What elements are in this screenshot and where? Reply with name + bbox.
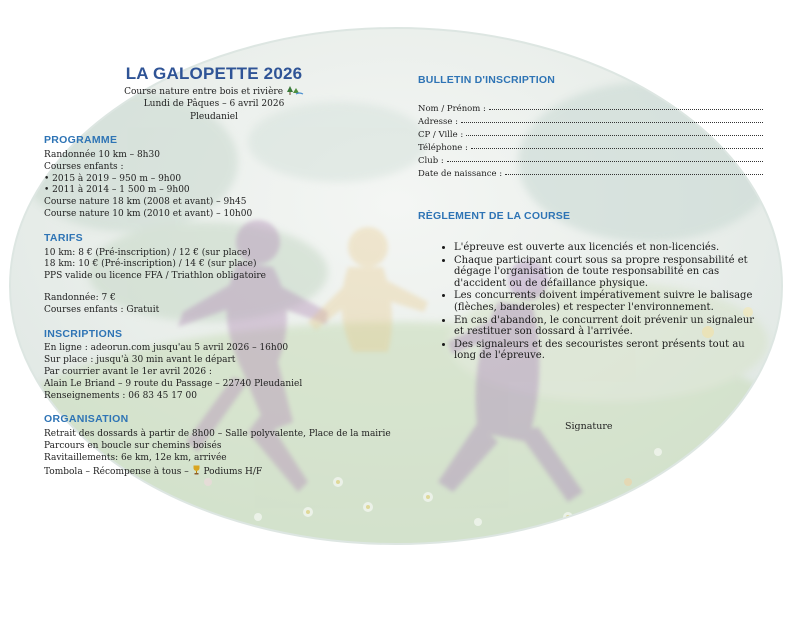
tarif-line: 18 km: 10 € (Pré-inscription) / 14 € (sur place): [44, 259, 257, 270]
programme-line: Course nature 18 km (2008 et avant) – 9h45: [44, 197, 247, 208]
registration-column: [418, 74, 763, 363]
field-telephone[interactable]: Téléphone :: [418, 141, 763, 154]
rule-item: • En cas d'abandon, le concurrent doit prévenir un signaleur et restituer son dossard à l'arrivée.: [454, 315, 763, 338]
programme-line: Randonnée 10 km – 8h30: [44, 150, 160, 161]
inscription-line: Par courrier avant le 1er avril 2026 :: [44, 367, 212, 378]
inscriptions-heading: INSCRIPTIONS: [44, 327, 123, 340]
tarif-line: Randonnée: 7 €: [44, 293, 116, 304]
field-cp-ville[interactable]: CP / Ville :: [418, 128, 763, 141]
rules-list: [418, 242, 763, 362]
event-title: LA GALOPETTE 2026: [125, 64, 303, 83]
inscription-line: Alain Le Briand – 9 route du Passage – 22740 Pleudaniel: [44, 378, 303, 389]
organisation-line: Retrait des dossards à partir de 8h00 – Salle polyvalente, Place de la mairie: [44, 429, 391, 440]
tarif-line: 10 km: 8 € (Pré-inscription) / 12 € (sur place): [44, 247, 251, 258]
field-adresse[interactable]: Adresse :: [418, 115, 763, 128]
bulletin-heading: BULLETIN D'INSCRIPTION: [418, 74, 555, 86]
programme-heading: PROGRAMME: [44, 134, 118, 147]
rule-item: • Chaque participant court sous sa propre responsabilité et dégage l'organisation de toute responsabilité en cas d'accident ou de défaillance physique.: [454, 255, 763, 290]
tarifs-list: [44, 248, 384, 317]
programme-line: Courses enfants :: [44, 161, 124, 172]
tombola-line: Tombola – Récompense à tous – Podiums H/F: [44, 466, 263, 477]
trophy-icon: [192, 465, 201, 475]
programme-line: Course nature 10 km (2010 et avant) – 10h00: [44, 209, 253, 220]
field-date-naissance[interactable]: Date de naissance :: [418, 167, 763, 180]
field-club[interactable]: Club :: [418, 154, 763, 167]
event-subtitle-line-1: Course nature entre bois et rivière: [44, 86, 384, 99]
tarif-line: PPS valide ou licence FFA / Triathlon obligatoire: [44, 271, 266, 282]
event-info-column: [44, 64, 391, 478]
programme-line: • 2011 à 2014 – 1 500 m – 9h00: [44, 185, 190, 196]
tarif-line: Courses enfants : Gratuit: [44, 304, 160, 315]
inscriptions-list: [44, 343, 384, 402]
rule-item: • Des signaleurs et des secouristes seront présents tout au long de l'épreuve.: [454, 339, 763, 362]
event-location: Pleudaniel: [189, 111, 239, 122]
inscription-line: En ligne : adeorun.com jusqu'au 5 avril 2026 – 16h00: [44, 343, 289, 354]
rule-item: • L'épreuve est ouverte aux licenciés et non-licenciés.: [454, 242, 763, 254]
field-nom-prenom[interactable]: Nom / Prénom :: [418, 102, 763, 115]
inscription-line: Sur place : jusqu'à 30 min avant le départ: [44, 355, 236, 366]
organisation-heading: ORGANISATION: [44, 413, 129, 426]
fill-line[interactable]: [471, 140, 763, 149]
rule-item: • Les concurrents doivent impérativement suivre le balisage (flèches, banderoles) et respecter l'environnement.: [454, 290, 763, 313]
fill-line[interactable]: [461, 114, 763, 123]
fill-line[interactable]: [447, 153, 763, 162]
event-date: Lundi de Pâques – 6 avril 2026: [143, 99, 285, 110]
inscription-line: Renseignements : 06 83 45 17 00: [44, 390, 197, 401]
programme-list: [44, 150, 384, 221]
signature-label: Signature: [565, 421, 613, 432]
organisation-line: Ravitaillements: 6e km, 12e km, arrivée: [44, 452, 227, 463]
programme-line: • 2015 à 2019 – 950 m – 9h00: [44, 173, 182, 184]
tarifs-heading: TARIFS: [44, 231, 83, 244]
organisation-line: Parcours en boucle sur chemins boisés: [44, 441, 222, 452]
fill-line[interactable]: [505, 166, 763, 175]
tree-river-icon: [286, 86, 304, 95]
fill-line[interactable]: [489, 101, 763, 110]
registration-form: [418, 102, 763, 180]
organisation-list: [44, 429, 391, 478]
fill-line[interactable]: [466, 127, 763, 136]
rules-heading: RÈGLEMENT DE LA COURSE: [418, 210, 571, 222]
